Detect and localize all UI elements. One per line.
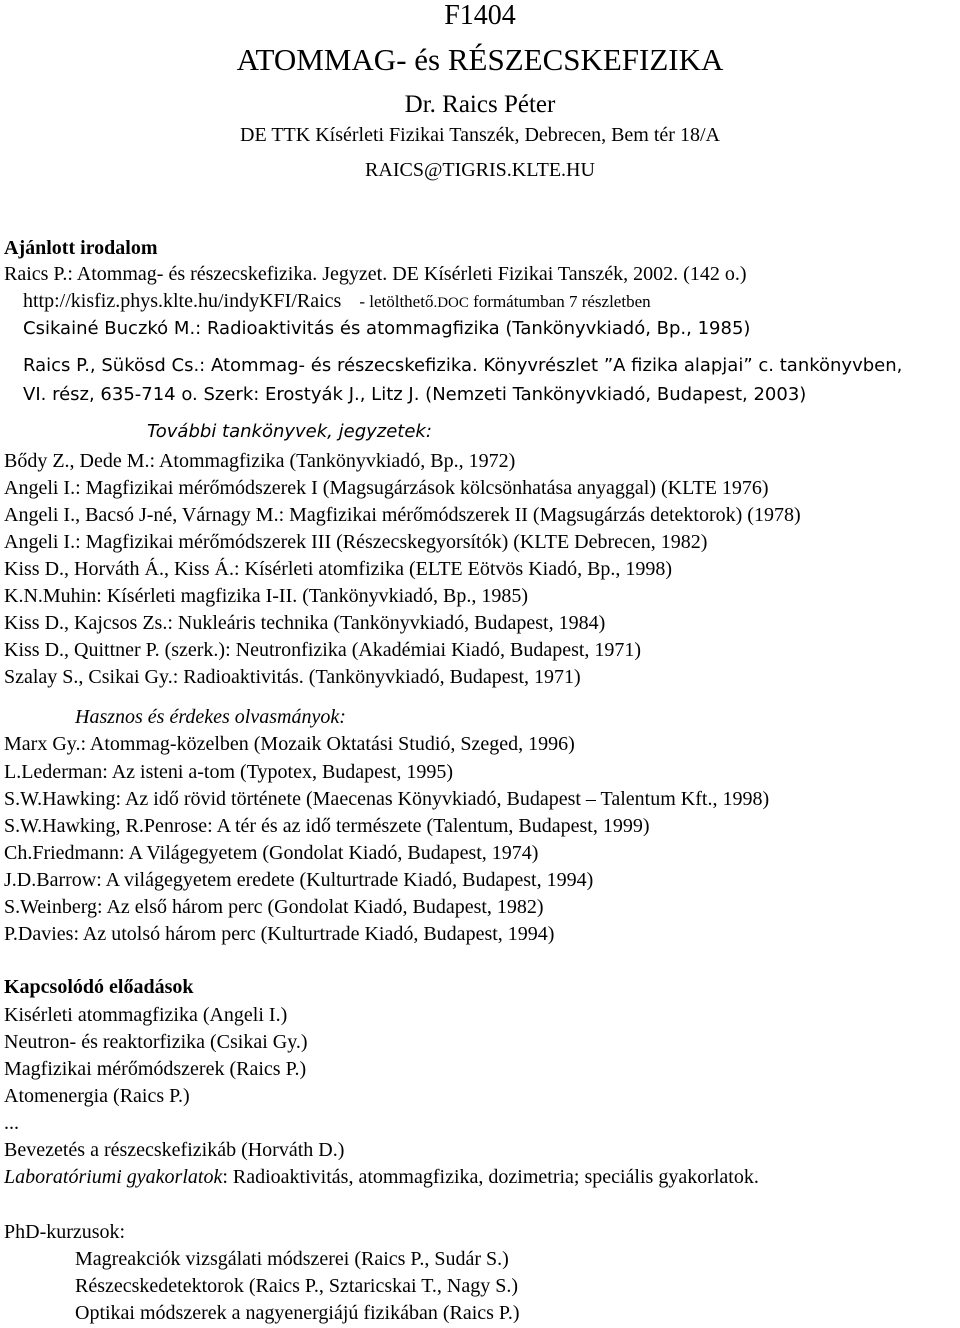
list-item: Neutron- és reaktorfizika (Csikai Gy.) [4,1031,308,1053]
list-item: Angeli I.: Magfizikai mérőmódszerek I (Magsugárzások kölcsönhatása anyaggal) (KLTE 1976) [4,477,769,499]
list-item: K.N.Muhin: Kísérleti magfizika I-II. (Tankönyvkiadó, Bp., 1985) [4,585,529,607]
list-item: S.W.Hawking, R.Penrose: A tér és az idő természete (Talentum, Budapest, 1999) [4,815,650,837]
lab-practice-line [4,1167,759,1187]
doc-format-label: .DOC [433,295,469,311]
recommended-line-4: Raics P., Sükösd Cs.: Atommag- és részecskefizika. Könyvrészlet ”A fizika alapjai” c. tankönyvben, [23,355,903,376]
section-heading-recommended: Ajánlott irodalom [4,237,158,259]
section-heading-phd: PhD-kurzusok: [4,1221,126,1243]
list-item: Angeli I.: Magfizikai mérőmódszerek III (Részecskegyorsítók) (KLTE Debrecen, 1982) [4,531,708,553]
download-note-suffix: formátumban 7 részletben [468,292,651,311]
list-item: Marx Gy.: Atommag-közelben (Mozaik Oktatási Studió, Szeged, 1996) [4,733,575,755]
lab-practice-label: Laboratóriumi gyakorlatok [4,1166,223,1188]
recommended-link-line [23,291,651,311]
section-heading-more-books: További tankönyvek, jegyzetek: [147,421,432,442]
author-name: Dr. Raics Péter [404,91,556,118]
list-item: Atomenergia (Raics P.) [4,1085,190,1107]
download-link[interactable]: http://kisfiz.phys.klte.hu/indyKFI/Raics [23,290,342,312]
list-item: ... [4,1112,19,1134]
recommended-line-1: Raics P.: Atommag- és részecskefizika. Jegyzet. DE Kísérleti Fizikai Tanszék, 2002. (142 o.) [4,263,747,285]
section-heading-related: Kapcsolódó előadások [4,976,194,998]
list-item: S.Weinberg: Az első három perc (Gondolat Kiadó, Budapest, 1982) [4,896,544,918]
list-item: Részecskedetektorok (Raics P., Sztaricskai T., Nagy S.) [75,1275,519,1297]
recommended-line-5: VI. rész, 635-714 o. Szerk: Erostyák J., Litz J. (Nemzeti Tankönyvkiadó, Budapest, 2003) [23,384,807,405]
list-item: J.D.Barrow: A világegyetem eredete (Kulturtrade Kiadó, Budapest, 1994) [4,869,594,891]
list-item: Kiss D., Quittner P. (szerk.): Neutronfizika (Akadémiai Kiadó, Budapest, 1971) [4,639,642,661]
email: RAICS@TIGRIS.KLTE.HU [365,159,595,181]
page-title: ATOMMAG- és RÉSZECSKEFIZIKA [236,42,724,77]
list-item: Ch.Friedmann: A Világegyetem (Gondolat Kiadó, Budapest, 1974) [4,842,539,864]
list-item: Szalay S., Csikai Gy.: Radioaktivitás. (Tankönyvkiadó, Budapest, 1971) [4,666,581,688]
list-item: Kisérleti atommagfizika (Angeli I.) [4,1004,288,1026]
lab-practice-text: : Radioaktivitás, atommagfizika, dozimetria; speciális gyakorlatok. [222,1166,759,1188]
list-item: Magreakciók vizsgálati módszerei (Raics P., Sudár S.) [75,1248,509,1270]
list-item: Kiss D., Horváth Á., Kiss Á.: Kísérleti atomfizika (ELTE Eötvös Kiadó, Bp., 1998) [4,558,673,580]
download-note: - letölthető [359,292,434,311]
list-item: Kiss D., Kajcsos Zs.: Nukleáris technika (Tankönyvkiadó, Budapest, 1984) [4,612,606,634]
section-heading-reading: Hasznos és érdekes olvasmányok: [75,706,346,728]
list-item: Optikai módszerek a nagyenergiájú fizikában (Raics P.) [75,1302,520,1324]
list-item: Bevezetés a részecskefizikáb (Horváth D.) [4,1139,345,1161]
list-item: S.W.Hawking: Az idő rövid története (Maecenas Könyvkiadó, Budapest – Talentum Kft., 1998) [4,788,770,810]
course-code: F1404 [444,0,516,31]
list-item: Magfizikai mérőmódszerek (Raics P.) [4,1058,307,1080]
list-item: P.Davies: Az utolsó három perc (Kulturtrade Kiadó, Budapest, 1994) [4,923,555,945]
recommended-line-3: Csikainé Buczkó M.: Radioaktivitás és atommagfizika (Tankönyvkiadó, Bp., 1985) [23,318,751,339]
list-item: Angeli I., Bacsó J-né, Várnagy M.: Magfizikai mérőmódszerek II (Magsugárzás detektorok) (1978) [4,504,801,526]
affiliation: DE TTK Kísérleti Fizikai Tanszék, Debrecen, Bem tér 18/A [240,124,720,146]
list-item: Bődy Z., Dede M.: Atommagfizika (Tankönyvkiadó, Bp., 1972) [4,450,516,472]
list-item: L.Lederman: Az isteni a-tom (Typotex, Budapest, 1995) [4,761,454,783]
